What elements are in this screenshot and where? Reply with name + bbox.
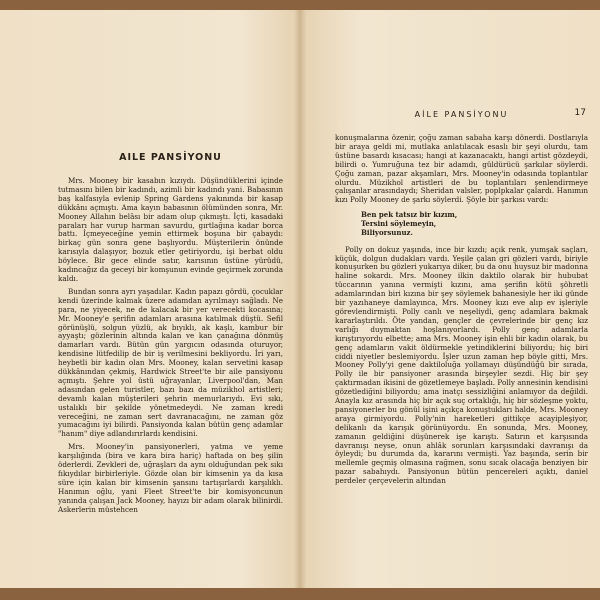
right-page — [301, 10, 600, 588]
left-page — [0, 10, 299, 588]
background-edge-bottom — [0, 588, 600, 600]
right-page-body — [335, 134, 588, 490]
running-head: AİLE PANSİYONU — [414, 110, 509, 119]
song-lyrics — [361, 211, 588, 237]
chapter-title: AILE PANSİYONU — [119, 152, 222, 163]
song-line: Biliyorsunuz. — [361, 227, 413, 237]
paragraph: Polly on dokuz yaşında, ince bir kızdı; açık renk, yumşak saçları, küçük, dolgun dudakları vardı. Yeşile çalan gri gözleri vardı, biriyle konuşurken bu gözleri yukarıya diker, bu da onu huysuz bir madonna haline sokardı. Mrs. Mooney ilkin daktilo olarak bir hububat tüccarının yanına vermişti kızını, ama şerifin kötü şöhretli adamlarından biri kızına bir şey söylemek bahanesiyle her iki günde bir yazıhaneye damlayınca, Mrs. Mooney kızı eve alıp ev işleriyle görevlendirmişti. Polly canlı ve neşeliydi, genç adamlara bakmak kararlaştırıldı. Öte yandan, gençler de çevrelerinde bir genç kız varlığı duymaktan hoşlanıyorlardı. Polly genç adamlarla kırıştırıyordu elbette; ama Mrs. Mooney işin ehli bir kadın olarak, bu genç adamların vakit öldürmekle yetindiklerini biliyordu; hiç biri ciddi niyetler beslemiyordu. İşler uzun zaman hep böyle gitti, Mrs. Mooney Polly'yi gene daktiloluğa yollamayı düşündüğü bir sırada, Polly ile bir pansiyoner arasında birşeyler sezdi. Hiç bir şey çaktırmadan ikisini de gözetlemeye başladı. Polly annesinin kendisini gözetlediğini biliyordu; ama inatçı sessizliğini anlamıyor da değildi. Anayla kız arasında hiç bir açık suç ortaklığı, hiç bir sözleşme yoktu, pansiyonerler bu gönül işini açıkça konuştukları halde, Mrs. Mooney araya girmiyordu. Polly'nin hareketleri gittikçe acayipleşiyor, delikanlı da karışık görünüyordu. En sonunda, Mrs. Mooney, zamanın geldiğini düşünerek işe karıştı. Satırın et karşısında davranışı neyse, onun ahlâk sorunları karşısındaki davranışı da öyleydi; bu durumda da, kararını vermişti. Yaz başında, serin bir mellemle geçmiş olmasına rağmen, sonu sıcak olacağa benziyen bir pazar sabahıydı. Pansiyonun bütün pencereleri açıktı, daniel perdeler çerçevelerin altından — [335, 244, 588, 486]
song-line: Tersini söylemeyin, — [361, 219, 437, 229]
paragraph: Bundan sonra ayrı yaşadılar. Kadın papazı gördü, çocuklar kendi üzerinde kalmak üzere adamdan ayrılmayı sağladı. Ne para, ne yiyecek, ne de kalacak bir yer verecekti kocasına; Mr. Mooney'e şerifin adamları arasına katılmak düştü. Sefil görünüşlü, solgun yüzlü, ak bıyıklı, ak kaşlı, kambur bir ayyaştı; gözlerinin altında kalan ve kan çanağına dönmüş damarları vardı. Bütün gün yargıcın odasında oturuyor, kendisine lütfedilip de bir iş verilmesini bekliyordu. İri yarı, heybetli bir kadın olan Mrs. Mooney, kalan servetini kasap dükkânından çekmiş, Hardwick Street'te bir aile pansiyonu açmıştı. Şehre yol üstü uğrayanlar, Liverpool'dan, Man adasından gelen turistler, bazı bazı da müzikhol artistleri; devamlı kalan müşterileri şehrin memurlarıydı. Evi sıkı, ustalıklı bir şekilde yönetmedeydi. Ne zaman kredi vereceğini, ne zaman sert davranacağını, ne zaman göz yumacağını iyi bilirdi. Pansiyonda kalan bütün genç adamlar "hanım" diye adlandırırlardı kendisini. — [58, 286, 283, 439]
page-number: 17 — [574, 108, 586, 118]
paragraph: Mrs. Mooney'in pansiyonerleri, yatma ve yeme karşılığında (bira ve kara bira hariç) haftada on beş şilin öderlerdi. Zevkleri de, uğraşları da aynı olduğundan pek sıkı fıkıydılar birbirleriyle. Gözde olan bir kimsenin ya da kısa süre için kalan bir kimsenin şansını tartışırlardı karşılıklı. Hanımın oğlu, yani Fleet Street'te bir komisyoncunun yanında çalışan Jack Mooney, hayızı bir adam olarak bilinirdi. Askerlerin müstehcen — [58, 442, 283, 514]
paragraph: Mrs. Mooney bir kasabın kızıydı. Düşündüklerini içinde tutmasını bilen bir kadındı, azimli bir kadındı yani. Babasının baş kalfasıyla evlenip Spring Gardens yakınında bir kasap dükkânı açmıştı. Ama kayın babasının ölümünden sonra, Mr. Mooney Allahın belâsı bir adam olup çıkmıştı. İçti, kasadaki paraları har vurup harman savurdu, gırtlağına kadar borca battı. İçmeyeceğine yemin ettirmek boşuna bir çabaydı: birkaç gün sonra gene başlıyordu. Müşterilerin önünde karısıyla dalaşıyor, bozuk etler getiriyordu, işi berbat oldu böylece. Bir gece elinde satır, karısının üstüne yürüdü, kadıncağız da geceyi bir komşunun evinde geçirmek zorunda kaldı. — [58, 176, 283, 283]
background-edge-top — [0, 0, 600, 10]
paragraph: konuşmalarına özenir, çoğu zaman sabaha karşı dönerdi. Dostlarıyla bir araya geldi mi, mutlaka anlatılacak esaslı bir şeyi olurdu, tam üstüne basardı kısacası; hangi at kazanacaktı, hangi artist gözdeydi, bilirdi o. Yumruğuna tez bir adamdı, güldürücü şarkılar söylerdi. Çoğu zaman, pazar akşamları, Mrs. Mooney'in odasında toplantılar olurdu. Müzikhol artistleri de bu toplantıları şenlendirmeye çalışanlar arasındaydı; Sheridan valsler, poplpkalar çalardı. Hanımın kızı Polly Mooney de şarkı söylerdi. Şöyle bir şarkısı vardı: — [335, 133, 588, 205]
song-line: Ben pek tatsız bir kızım, — [361, 210, 458, 220]
